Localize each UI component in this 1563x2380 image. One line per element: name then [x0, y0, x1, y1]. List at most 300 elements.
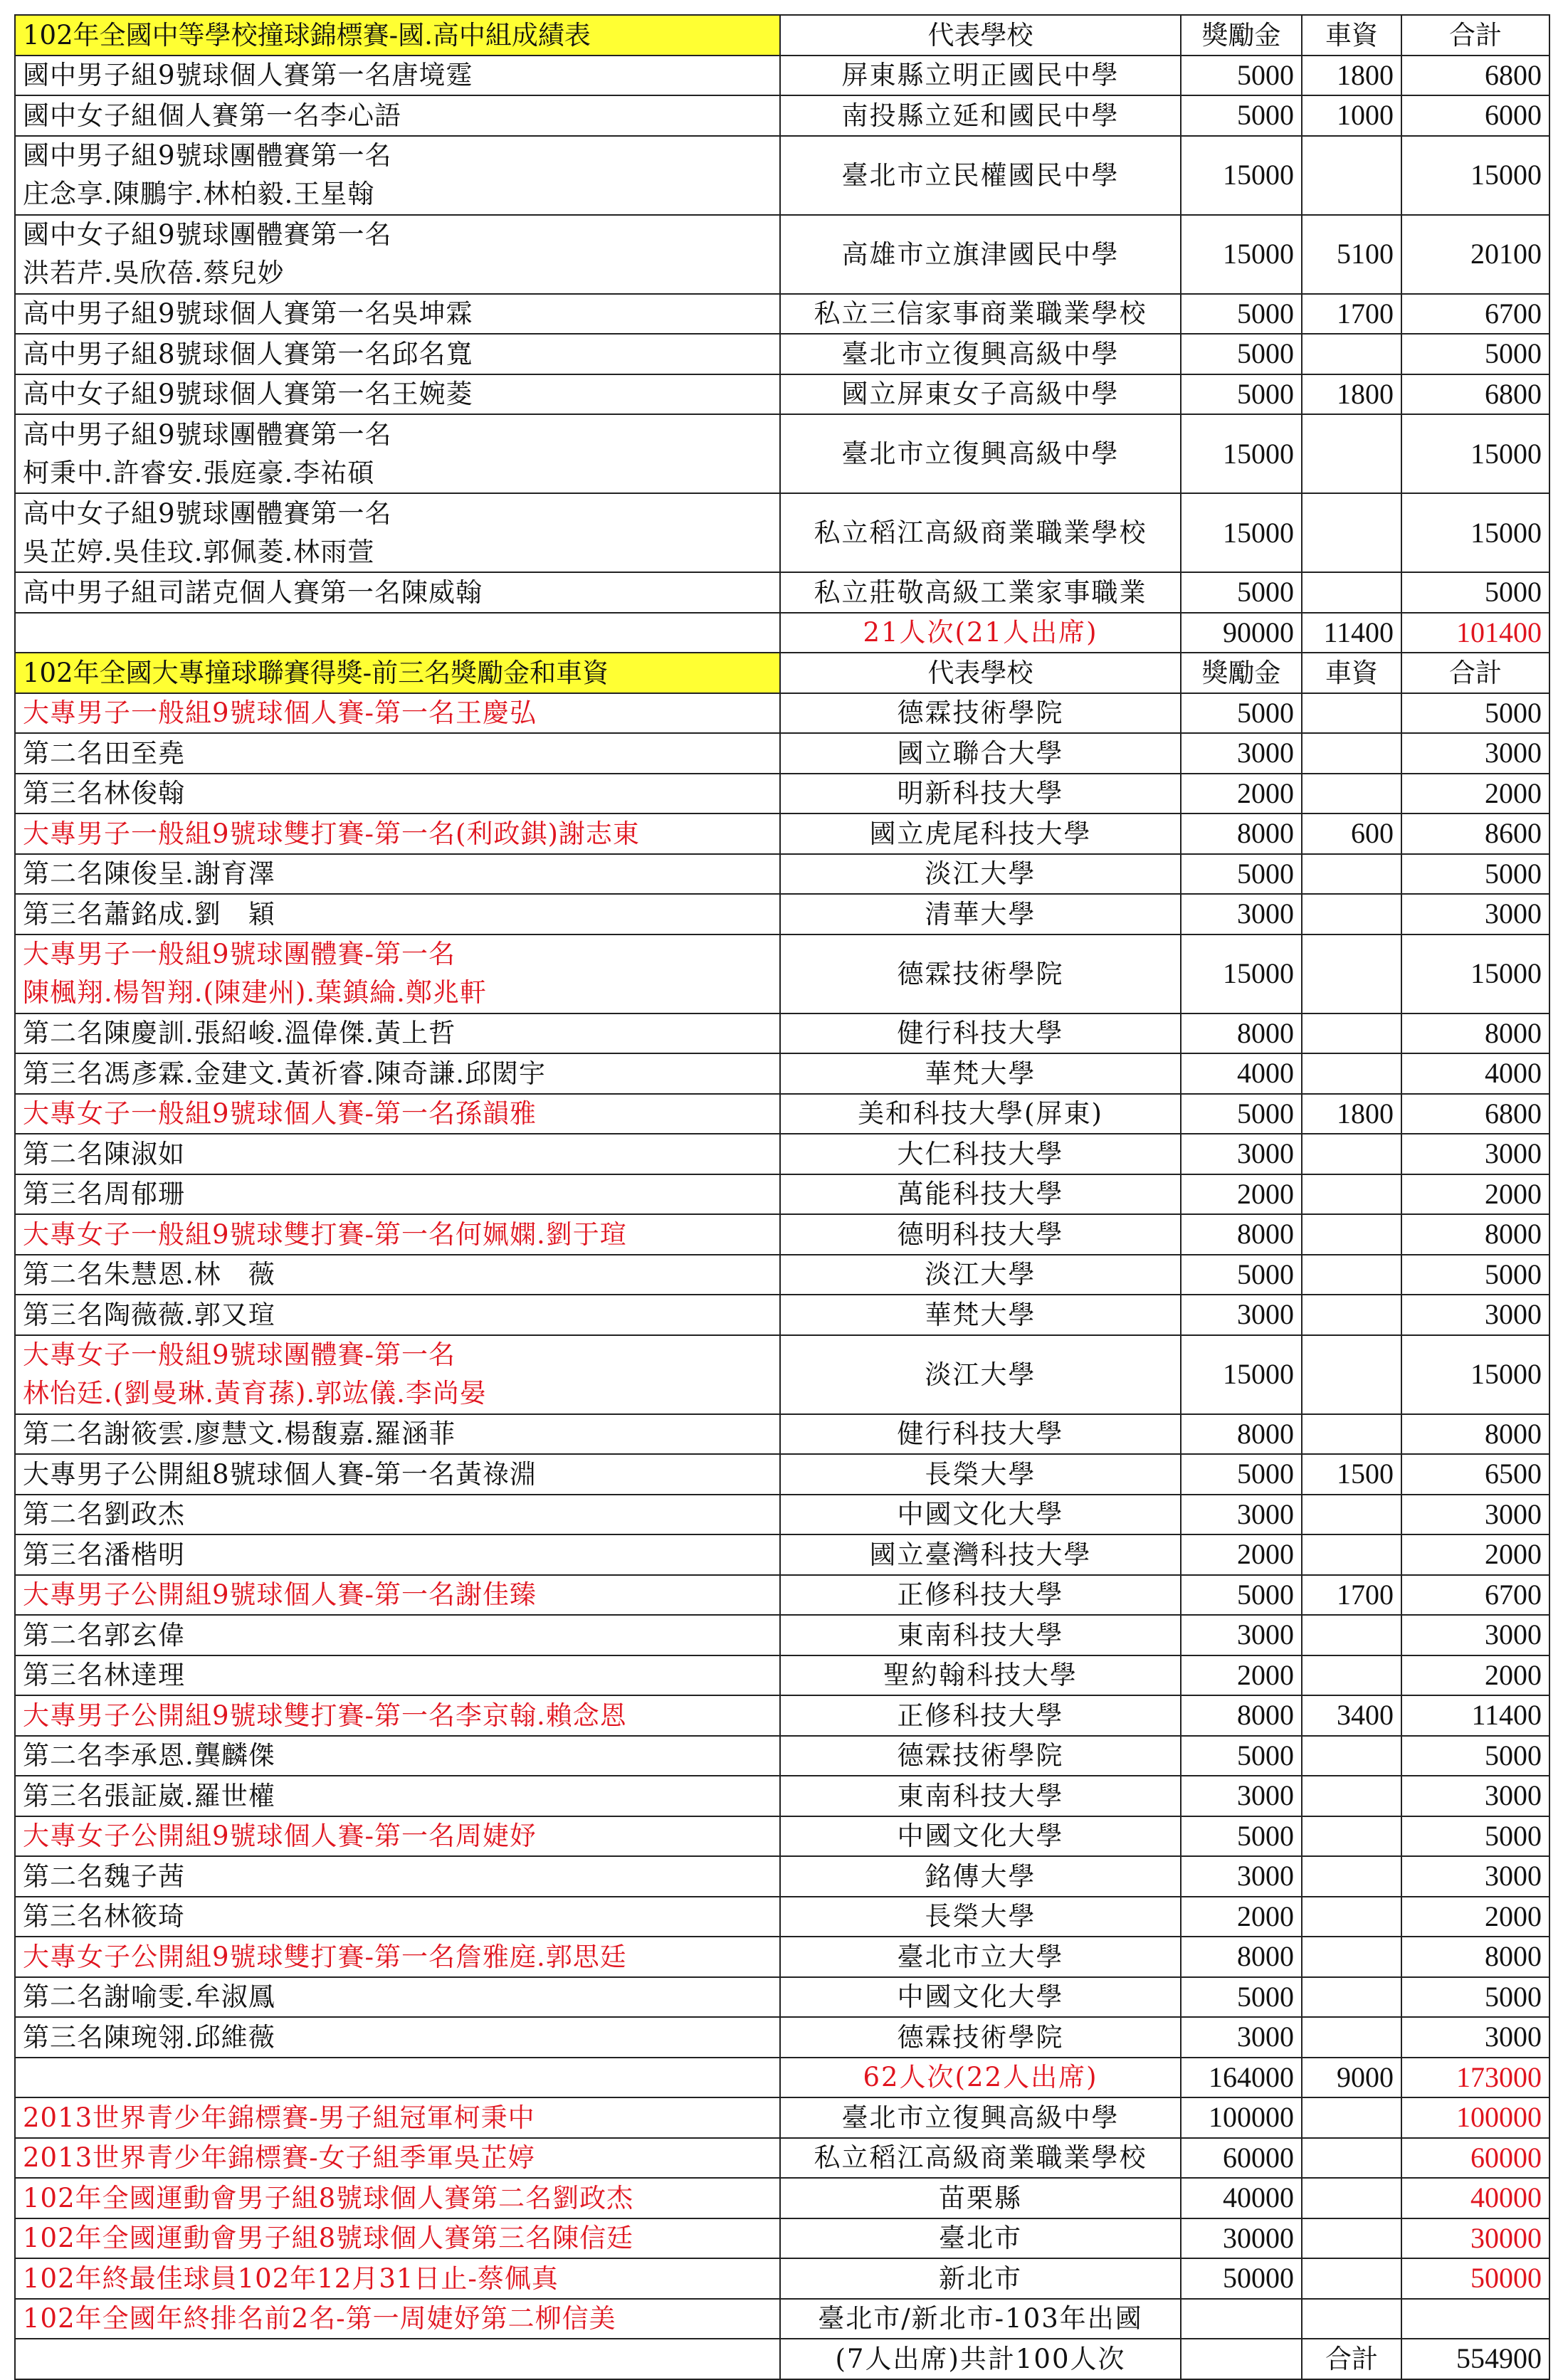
summary-travel: 11400	[1302, 613, 1401, 653]
award-description-line: 柯秉中.許睿安.張庭豪.李祐碩	[23, 457, 375, 488]
summary-empty	[15, 613, 780, 653]
award-description-line: 2013世界青少年錦標賽-女子組季軍吳芷婷	[23, 2142, 535, 2174]
award-description	[15, 2299, 780, 2339]
award-amount-cell: 8000	[1181, 1214, 1302, 1255]
total-amount-cell: 6500	[1401, 1454, 1549, 1495]
travel-amount-cell: 1800	[1302, 374, 1401, 415]
school-cell: 正修科技大學	[780, 1695, 1181, 1736]
award-description	[15, 1495, 780, 1535]
award-amount-cell: 2000	[1181, 1655, 1302, 1696]
table-row	[15, 2218, 1549, 2259]
award-description	[15, 215, 780, 294]
total-amount-cell: 6700	[1401, 1575, 1549, 1616]
school-cell: 國立虎尾科技大學	[780, 813, 1181, 854]
travel-amount-cell	[1302, 1776, 1401, 1816]
award-description	[15, 2017, 780, 2058]
award-description-line: 高中女子組9號球團體賽第一名	[23, 497, 392, 529]
school-cell: 正修科技大學	[780, 1575, 1181, 1616]
award-amount-cell: 8000	[1181, 1013, 1302, 1054]
total-amount-cell: 15000	[1401, 414, 1549, 493]
school-cell: 南投縣立延和國民中學	[780, 95, 1181, 136]
total-amount-cell: 3000	[1401, 1776, 1549, 1816]
school-cell: 長榮大學	[780, 1454, 1181, 1495]
award-amount-cell: 5000	[1181, 334, 1302, 374]
travel-amount-cell	[1302, 1897, 1401, 1937]
award-description	[15, 1977, 780, 2018]
summary-award: 90000	[1181, 613, 1302, 653]
table-row	[15, 1255, 1549, 1295]
award-amount-cell: 2000	[1181, 1174, 1302, 1215]
table-row	[15, 1214, 1549, 1255]
awards-sheet	[14, 14, 1549, 2380]
award-amount-cell: 15000	[1181, 1335, 1302, 1414]
summary-row	[15, 613, 1549, 653]
table-row	[15, 1534, 1549, 1575]
travel-amount-cell	[1302, 1534, 1401, 1575]
total-amount-cell: 5000	[1401, 572, 1549, 613]
award-description	[15, 1695, 780, 1736]
total-amount-cell: 2000	[1401, 1534, 1549, 1575]
award-amount-cell: 3000	[1181, 1776, 1302, 1816]
award-description	[15, 1013, 780, 1054]
table-row	[15, 493, 1549, 572]
school-cell: 大仁科技大學	[780, 1134, 1181, 1174]
table-row	[15, 294, 1549, 335]
award-description-line: 陳楓翔.楊智翔.(陳建州).葉鎮綸.鄭兆軒	[23, 977, 487, 1008]
total-amount-cell: 3000	[1401, 1134, 1549, 1174]
travel-amount-cell: 600	[1302, 813, 1401, 854]
school-cell: 長榮大學	[780, 1897, 1181, 1937]
table-row	[15, 414, 1549, 493]
award-description-line: 高中男子組9號球團體賽第一名	[23, 418, 392, 450]
summary-travel: 9000	[1302, 2058, 1401, 2098]
total-amount-cell: 5000	[1401, 1255, 1549, 1295]
award-description	[15, 2097, 780, 2138]
total-amount-cell: 3000	[1401, 894, 1549, 934]
award-description	[15, 1816, 780, 1857]
award-description-line: 第二名陳淑如	[23, 1138, 185, 1169]
travel-amount-cell	[1302, 334, 1401, 374]
school-cell: 中國文化大學	[780, 1977, 1181, 2018]
award-amount-cell	[1181, 2299, 1302, 2339]
award-description	[15, 733, 780, 774]
travel-amount-cell	[1302, 934, 1401, 1013]
grand-attendance-count: (7人出席)共計100人次	[780, 2339, 1181, 2379]
table-row	[15, 1736, 1549, 1776]
travel-amount-cell: 1500	[1302, 1454, 1401, 1495]
school-cell: 德霖技術學院	[780, 693, 1181, 734]
school-cell: 德明科技大學	[780, 1214, 1181, 1255]
total-amount-cell: 6800	[1401, 56, 1549, 96]
total-amount-cell: 2000	[1401, 774, 1549, 814]
school-cell: 國立聯合大學	[780, 733, 1181, 774]
award-description-line: 大專男子公開組8號球個人賽-第一名黃祿淵	[23, 1458, 537, 1490]
section-header-row	[15, 653, 1549, 693]
award-amount-cell: 3000	[1181, 1615, 1302, 1655]
travel-amount-cell	[1302, 2218, 1401, 2259]
award-description	[15, 1575, 780, 1616]
awards-table	[14, 14, 1550, 2380]
award-description	[15, 1053, 780, 1094]
table-row	[15, 1776, 1549, 1816]
travel-amount-cell	[1302, 2138, 1401, 2179]
table-row	[15, 2258, 1549, 2299]
award-description-line: 第三名陶薇薇.郭又瑄	[23, 1299, 275, 1330]
total-amount-cell: 2000	[1401, 1655, 1549, 1696]
award-description-line: 林怡廷.(劉曼琳.黃育蓀).郭竑儀.李尚晏	[23, 1378, 487, 1408]
award-description-line: 第三名張証崴.羅世權	[23, 1780, 275, 1811]
travel-amount-cell	[1302, 1214, 1401, 1255]
total-amount-cell: 15000	[1401, 934, 1549, 1013]
travel-amount-cell	[1302, 1053, 1401, 1094]
travel-amount-cell	[1302, 894, 1401, 934]
school-cell: 健行科技大學	[780, 1414, 1181, 1455]
total-amount-cell: 5000	[1401, 693, 1549, 734]
school-cell: 臺北市立大學	[780, 1937, 1181, 1977]
total-amount-cell: 6700	[1401, 294, 1549, 335]
school-cell: 私立三信家事商業職業學校	[780, 294, 1181, 335]
award-amount-cell: 5000	[1181, 572, 1302, 613]
award-amount-cell: 5000	[1181, 854, 1302, 895]
travel-amount-cell	[1302, 1816, 1401, 1857]
award-description-line: 高中男子組9號球個人賽第一名吳坤霖	[23, 298, 473, 330]
travel-amount-cell	[1302, 774, 1401, 814]
travel-amount-cell: 1800	[1302, 56, 1401, 96]
award-amount-cell: 5000	[1181, 374, 1302, 415]
award-description	[15, 294, 780, 335]
total-amount-cell: 5000	[1401, 1977, 1549, 2018]
award-description-line: 洪若芹.吳欣蓓.蔡兒妙	[23, 258, 285, 288]
school-cell: 中國文化大學	[780, 1495, 1181, 1535]
award-description-line: 高中男子組司諾克個人賽第一名陳威翰	[23, 576, 483, 608]
award-amount-cell: 15000	[1181, 493, 1302, 572]
school-cell: 淡江大學	[780, 854, 1181, 895]
award-description-line: 2013世界青少年錦標賽-男子組冠軍柯秉中	[23, 2102, 535, 2133]
award-description-line: 第二名陳俊呈.謝育澤	[23, 858, 275, 890]
total-amount-cell: 2000	[1401, 1174, 1549, 1215]
total-amount-cell: 6000	[1401, 95, 1549, 136]
school-cell: 臺北市/新北市-103年出國	[780, 2299, 1181, 2339]
total-amount-cell: 8000	[1401, 1214, 1549, 1255]
travel-amount-cell	[1302, 1134, 1401, 1174]
total-amount-cell: 15000	[1401, 136, 1549, 215]
award-description-line: 102年終最佳球員102年12月31日止-蔡佩真	[23, 2263, 559, 2294]
travel-amount-cell	[1302, 854, 1401, 895]
award-description	[15, 136, 780, 215]
total-amount-cell: 20100	[1401, 215, 1549, 294]
school-cell: 東南科技大學	[780, 1776, 1181, 1816]
award-description-line: 第三名潘楷明	[23, 1539, 185, 1570]
column-header-school: 代表學校	[780, 653, 1181, 693]
school-cell: 德霖技術學院	[780, 1736, 1181, 1776]
award-amount-cell: 8000	[1181, 1695, 1302, 1736]
award-amount-cell: 50000	[1181, 2258, 1302, 2299]
table-row	[15, 1013, 1549, 1054]
award-description	[15, 56, 780, 96]
total-amount-cell: 6800	[1401, 374, 1549, 415]
award-description	[15, 1134, 780, 1174]
attendance-count: 21人次(21人出席)	[780, 613, 1181, 653]
table-row	[15, 136, 1549, 215]
table-row	[15, 1174, 1549, 1215]
award-description	[15, 2178, 780, 2218]
table-row	[15, 1094, 1549, 1134]
school-cell: 清華大學	[780, 894, 1181, 934]
column-header-school: 代表學校	[780, 15, 1181, 56]
award-amount-cell: 3000	[1181, 1495, 1302, 1535]
award-description	[15, 493, 780, 572]
total-amount-cell	[1401, 2299, 1549, 2339]
total-amount-cell: 3000	[1401, 1495, 1549, 1535]
total-amount-cell: 8600	[1401, 813, 1549, 854]
school-cell: 德霖技術學院	[780, 934, 1181, 1013]
column-header-travel: 車資	[1302, 15, 1401, 56]
award-description-line: 第二名朱慧恩.林 薇	[23, 1259, 275, 1290]
table-row	[15, 1615, 1549, 1655]
table-row	[15, 334, 1549, 374]
table-row	[15, 95, 1549, 136]
travel-amount-cell	[1302, 733, 1401, 774]
travel-amount-cell	[1302, 1856, 1401, 1897]
travel-amount-cell	[1302, 2017, 1401, 2058]
award-amount-cell: 40000	[1181, 2178, 1302, 2218]
award-amount-cell: 15000	[1181, 215, 1302, 294]
award-description-line: 第二名陳慶訓.張紹峻.溫偉傑.黃上哲	[23, 1018, 456, 1049]
award-description-line: 第二名郭玄偉	[23, 1619, 185, 1650]
award-amount-cell: 4000	[1181, 1053, 1302, 1094]
table-row	[15, 1575, 1549, 1616]
school-cell: 國立屏東女子高級中學	[780, 374, 1181, 415]
award-description	[15, 1897, 780, 1937]
total-amount-cell: 15000	[1401, 493, 1549, 572]
award-amount-cell: 5000	[1181, 95, 1302, 136]
total-amount-cell: 5000	[1401, 854, 1549, 895]
award-description-line: 國中男子組9號球團體賽第一名	[23, 140, 392, 172]
award-description	[15, 774, 780, 814]
summary-empty	[15, 2058, 780, 2098]
total-amount-cell: 6800	[1401, 1094, 1549, 1134]
total-amount-cell: 100000	[1401, 2097, 1549, 2138]
travel-amount-cell	[1302, 1414, 1401, 1455]
award-description-line: 第二名劉政杰	[23, 1499, 185, 1530]
award-description-line: 吳芷婷.吳佳玟.郭佩菱.林雨萱	[23, 536, 375, 567]
summary-total: 173000	[1401, 2058, 1549, 2098]
total-amount-cell: 5000	[1401, 334, 1549, 374]
award-description-line: 大專男子公開組9號球雙打賽-第一名李京翰.賴念恩	[23, 1700, 627, 1731]
award-description	[15, 414, 780, 493]
travel-amount-cell	[1302, 2097, 1401, 2138]
award-description	[15, 693, 780, 734]
award-description-line: 102年全國運動會男子組8號球個人賽第二名劉政杰	[23, 2182, 634, 2213]
school-cell: 中國文化大學	[780, 1816, 1181, 1857]
section-title: 102年全國中等學校撞球錦標賽-國.高中組成績表	[15, 15, 780, 56]
total-amount-cell: 8000	[1401, 1414, 1549, 1455]
table-row	[15, 1856, 1549, 1897]
award-description	[15, 1534, 780, 1575]
award-amount-cell: 8000	[1181, 1937, 1302, 1977]
table-row	[15, 1454, 1549, 1495]
table-row	[15, 2299, 1549, 2339]
travel-amount-cell	[1302, 493, 1401, 572]
award-description	[15, 934, 780, 1013]
travel-amount-cell	[1302, 1495, 1401, 1535]
travel-amount-cell	[1302, 1937, 1401, 1977]
award-description	[15, 95, 780, 136]
travel-amount-cell	[1302, 1255, 1401, 1295]
school-cell: 華梵大學	[780, 1295, 1181, 1335]
award-amount-cell: 5000	[1181, 1736, 1302, 1776]
travel-amount-cell	[1302, 2299, 1401, 2339]
award-description	[15, 1736, 780, 1776]
award-amount-cell: 30000	[1181, 2218, 1302, 2259]
award-amount-cell: 2000	[1181, 774, 1302, 814]
total-amount-cell: 50000	[1401, 2258, 1549, 2299]
award-amount-cell: 3000	[1181, 1856, 1302, 1897]
table-row	[15, 1937, 1549, 1977]
grand-total-row	[15, 2339, 1549, 2379]
award-description-line: 第二名謝筱雲.廖慧文.楊馥嘉.羅涵菲	[23, 1418, 456, 1450]
award-description-line: 第三名林達理	[23, 1660, 185, 1691]
table-row	[15, 934, 1549, 1013]
school-cell: 華梵大學	[780, 1053, 1181, 1094]
total-amount-cell: 3000	[1401, 1615, 1549, 1655]
award-amount-cell: 15000	[1181, 934, 1302, 1013]
total-amount-cell: 8000	[1401, 1013, 1549, 1054]
award-description	[15, 1214, 780, 1255]
total-amount-cell: 3000	[1401, 2017, 1549, 2058]
award-description	[15, 1655, 780, 1696]
total-amount-cell: 15000	[1401, 1335, 1549, 1414]
school-cell: 苗栗縣	[780, 2178, 1181, 2218]
travel-amount-cell	[1302, 1655, 1401, 1696]
award-description-line: 大專男子一般組9號球個人賽-第一名王慶弘	[23, 697, 537, 729]
award-description	[15, 1937, 780, 1977]
footer-empty-award	[1181, 2339, 1302, 2379]
column-header-award: 獎勵金	[1181, 653, 1302, 693]
school-cell: 美和科技大學(屏東)	[780, 1094, 1181, 1134]
table-row	[15, 1655, 1549, 1696]
school-cell: 德霖技術學院	[780, 2017, 1181, 2058]
award-description-line: 國中女子組個人賽第一名李心語	[23, 100, 401, 131]
awards-table-body	[15, 15, 1549, 2379]
travel-amount-cell: 3400	[1302, 1695, 1401, 1736]
travel-amount-cell	[1302, 1174, 1401, 1215]
award-amount-cell: 3000	[1181, 1295, 1302, 1335]
award-amount-cell: 5000	[1181, 1255, 1302, 1295]
award-description-line: 大專女子公開組9號球雙打賽-第一名詹雅庭.郭思廷	[23, 1941, 627, 1972]
award-description	[15, 1295, 780, 1335]
total-amount-cell: 11400	[1401, 1695, 1549, 1736]
award-amount-cell: 5000	[1181, 693, 1302, 734]
table-row	[15, 1977, 1549, 2018]
award-description	[15, 1454, 780, 1495]
award-description	[15, 894, 780, 934]
award-description-line: 第二名田至堯	[23, 737, 185, 769]
summary-row	[15, 2058, 1549, 2098]
table-row	[15, 733, 1549, 774]
award-amount-cell: 8000	[1181, 1414, 1302, 1455]
school-cell: 私立稻江高級商業職業學校	[780, 2138, 1181, 2179]
school-cell: 健行科技大學	[780, 1013, 1181, 1054]
award-description-line: 高中女子組9號球個人賽第一名王婉菱	[23, 379, 473, 410]
award-amount-cell: 8000	[1181, 813, 1302, 854]
total-amount-cell: 2000	[1401, 1897, 1549, 1937]
table-row	[15, 1053, 1549, 1094]
award-description-line: 第三名林俊翰	[23, 778, 185, 809]
award-description-line: 大專男子一般組9號球雙打賽-第一名(利政錤)謝志東	[23, 818, 640, 849]
award-description-line: 第二名魏子茜	[23, 1860, 185, 1892]
table-row	[15, 2138, 1549, 2179]
award-description	[15, 1174, 780, 1215]
total-amount-cell: 30000	[1401, 2218, 1549, 2259]
award-description	[15, 1414, 780, 1455]
award-description-line: 第三名林筱琦	[23, 1901, 185, 1932]
table-row	[15, 572, 1549, 613]
school-cell: 私立莊敬高級工業家事職業	[780, 572, 1181, 613]
table-row	[15, 774, 1549, 814]
school-cell: 私立稻江高級商業職業學校	[780, 493, 1181, 572]
total-amount-cell: 5000	[1401, 1736, 1549, 1776]
section-header-row	[15, 15, 1549, 56]
column-header-award: 獎勵金	[1181, 15, 1302, 56]
award-description-line: 第三名蕭銘成.劉 穎	[23, 898, 275, 930]
travel-amount-cell	[1302, 1335, 1401, 1414]
award-amount-cell: 3000	[1181, 1134, 1302, 1174]
school-cell: 國立臺灣科技大學	[780, 1534, 1181, 1575]
award-description-line: 大專男子公開組9號球個人賽-第一名謝佳臻	[23, 1579, 537, 1611]
award-amount-cell: 5000	[1181, 294, 1302, 335]
school-cell: 萬能科技大學	[780, 1174, 1181, 1215]
travel-amount-cell	[1302, 1736, 1401, 1776]
attendance-count: 62人次(22人出席)	[780, 2058, 1181, 2098]
award-description	[15, 2258, 780, 2299]
table-row	[15, 854, 1549, 895]
award-description-line: 國中男子組9號球個人賽第一名唐境霆	[23, 60, 473, 91]
award-amount-cell: 5000	[1181, 1575, 1302, 1616]
table-row	[15, 693, 1549, 734]
total-amount-cell: 3000	[1401, 733, 1549, 774]
award-description-line: 102年全國年終排名前2名-第一周婕妤第二柳信美	[23, 2303, 616, 2334]
table-row	[15, 215, 1549, 294]
award-amount-cell: 60000	[1181, 2138, 1302, 2179]
award-amount-cell: 3000	[1181, 2017, 1302, 2058]
table-row	[15, 2178, 1549, 2218]
column-header-total: 合計	[1401, 15, 1549, 56]
grand-total-value: 554900	[1401, 2339, 1549, 2379]
table-row	[15, 1295, 1549, 1335]
award-description-line: 大專男子一般組9號球團體賽-第一名	[23, 939, 456, 970]
award-amount-cell: 3000	[1181, 733, 1302, 774]
table-row	[15, 1495, 1549, 1535]
award-amount-cell: 3000	[1181, 894, 1302, 934]
award-description	[15, 2218, 780, 2259]
award-amount-cell: 2000	[1181, 1897, 1302, 1937]
award-description-line: 大專女子公開組9號球個人賽-第一名周婕妤	[23, 1821, 537, 1852]
school-cell: 淡江大學	[780, 1255, 1181, 1295]
travel-amount-cell: 5100	[1302, 215, 1401, 294]
total-amount-cell: 3000	[1401, 1856, 1549, 1897]
travel-amount-cell: 1800	[1302, 1094, 1401, 1134]
school-cell: 屏東縣立明正國民中學	[780, 56, 1181, 96]
award-description-line: 高中男子組8號球個人賽第一名邱名寬	[23, 338, 473, 369]
total-amount-cell: 60000	[1401, 2138, 1549, 2179]
award-description	[15, 1776, 780, 1816]
total-amount-cell: 40000	[1401, 2178, 1549, 2218]
school-cell: 明新科技大學	[780, 774, 1181, 814]
travel-amount-cell	[1302, 414, 1401, 493]
award-amount-cell: 100000	[1181, 2097, 1302, 2138]
award-description	[15, 374, 780, 415]
